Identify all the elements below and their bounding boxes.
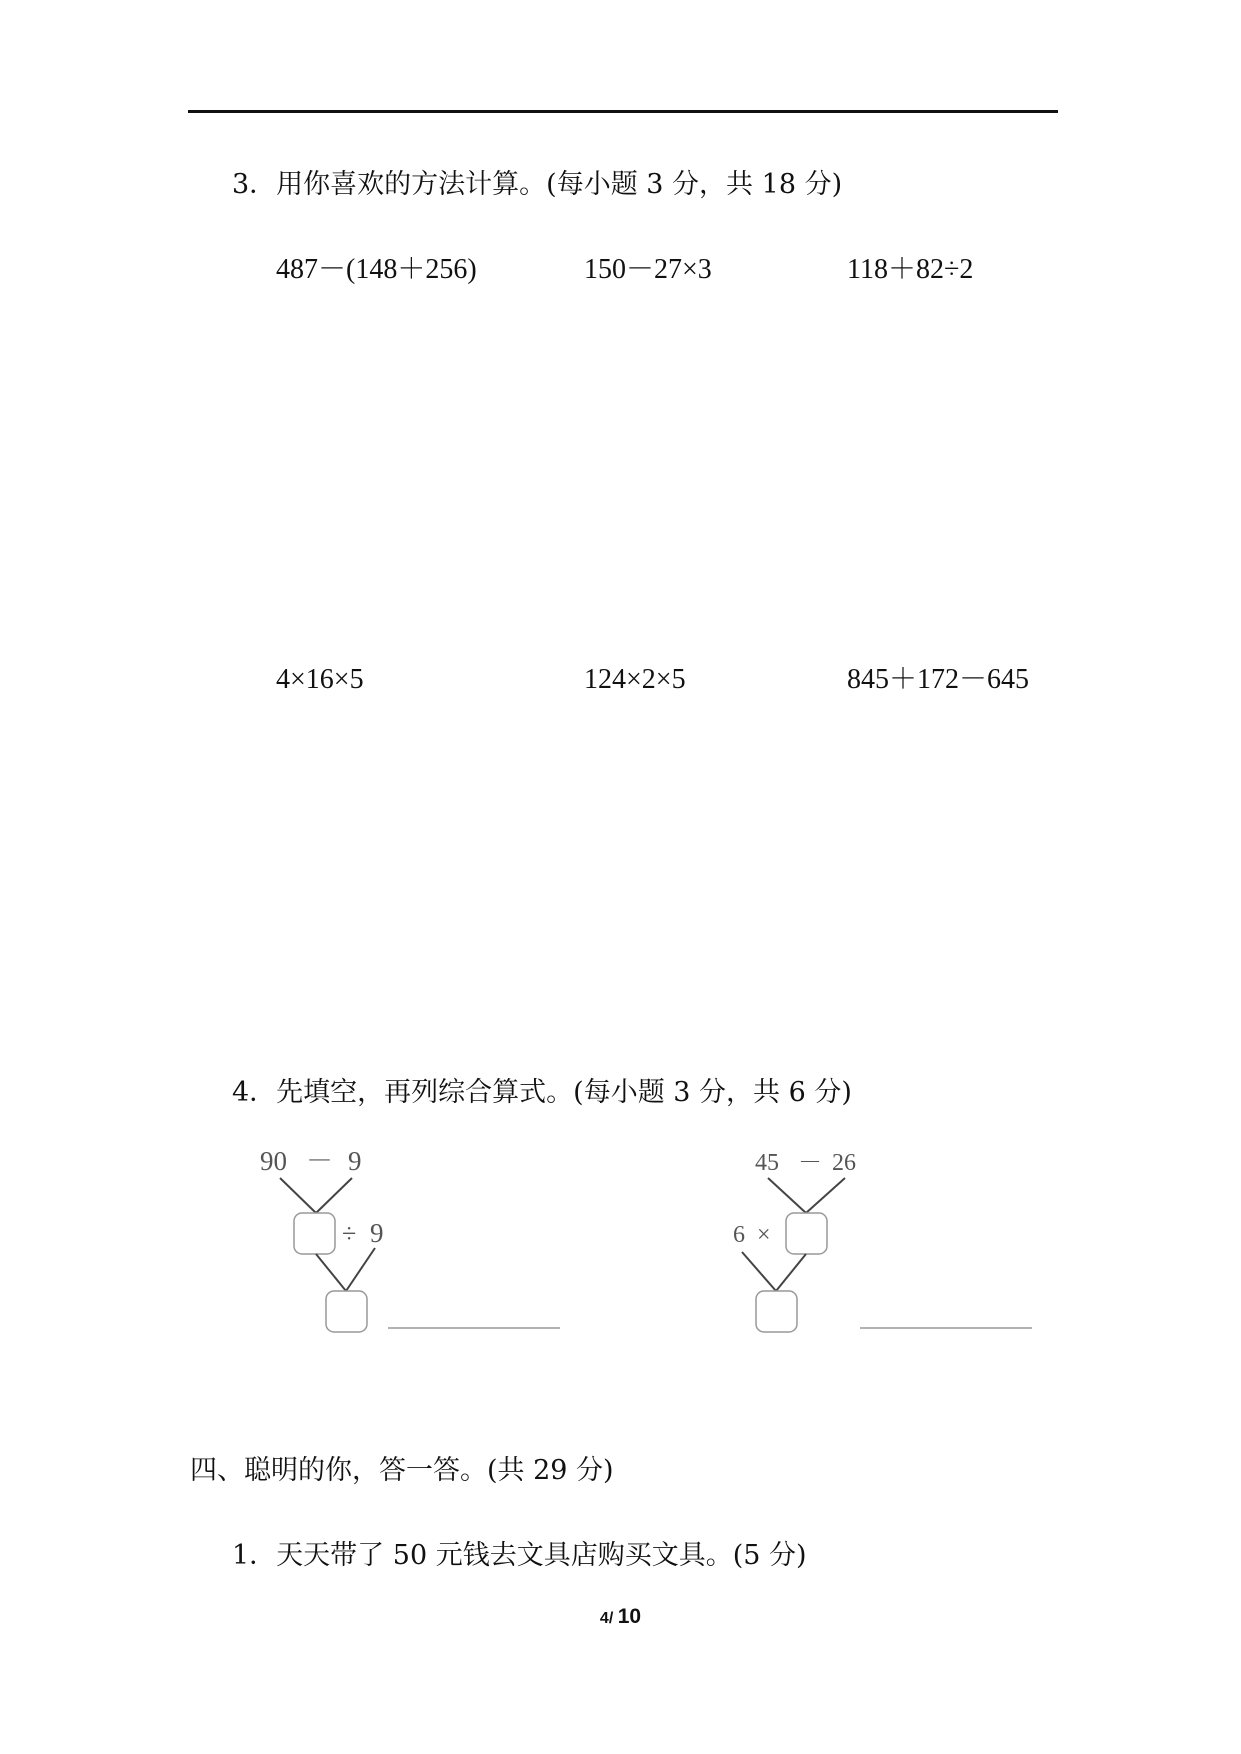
diagram2-blank-box-1[interactable] — [786, 1213, 827, 1254]
expression-6: 845＋172－645 — [847, 664, 1030, 695]
diagram1-operator-minus: － — [306, 1146, 333, 1176]
question-3-title: 3．用你喜欢的方法计算。(每小题 3 分，共 18 分) — [232, 169, 843, 200]
question-4-title: 4．先填空，再列综合算式。(每小题 3 分，共 6 分) — [232, 1077, 852, 1108]
diagram1-number-a: 90 — [260, 1146, 287, 1176]
page-number — [0, 1605, 1241, 1629]
page-current: 4/ — [599, 1610, 614, 1627]
problem-1-title: 1．天天带了 50 元钱去文具店购买文具。(5 分) — [232, 1540, 807, 1571]
section-4-title: 四、聪明的你，答一答。(共 29 分) — [190, 1455, 614, 1486]
diagram2-number-a: 45 — [755, 1150, 779, 1176]
page-total: 10 — [617, 1605, 642, 1628]
diagram1-blank-box-1[interactable] — [294, 1213, 335, 1254]
diagram2-blank-box-2[interactable] — [756, 1291, 797, 1332]
expression-4: 4×16×5 — [276, 664, 364, 695]
calc-diagram-2 — [720, 1140, 1040, 1330]
expression-3: 118＋82÷2 — [847, 254, 974, 285]
diagram2-operator-minus: － — [798, 1150, 822, 1176]
diagram2-operator-times: × — [757, 1222, 771, 1248]
diagram1-blank-box-2[interactable] — [326, 1291, 367, 1332]
diagram1-number-c: 9 — [370, 1218, 384, 1248]
diagram1-number-b: 9 — [348, 1146, 362, 1176]
expression-1: 487－(148＋256) — [276, 254, 477, 285]
expression-2: 150－27×3 — [584, 254, 712, 285]
header-rule — [188, 110, 1058, 113]
calc-diagram-1 — [250, 1140, 570, 1330]
diagram1-operator-divide: ÷ — [342, 1219, 357, 1248]
diagram2-number-c: 6 — [733, 1222, 745, 1248]
diagram2-number-b: 26 — [832, 1150, 856, 1176]
expression-5: 124×2×5 — [584, 664, 686, 695]
